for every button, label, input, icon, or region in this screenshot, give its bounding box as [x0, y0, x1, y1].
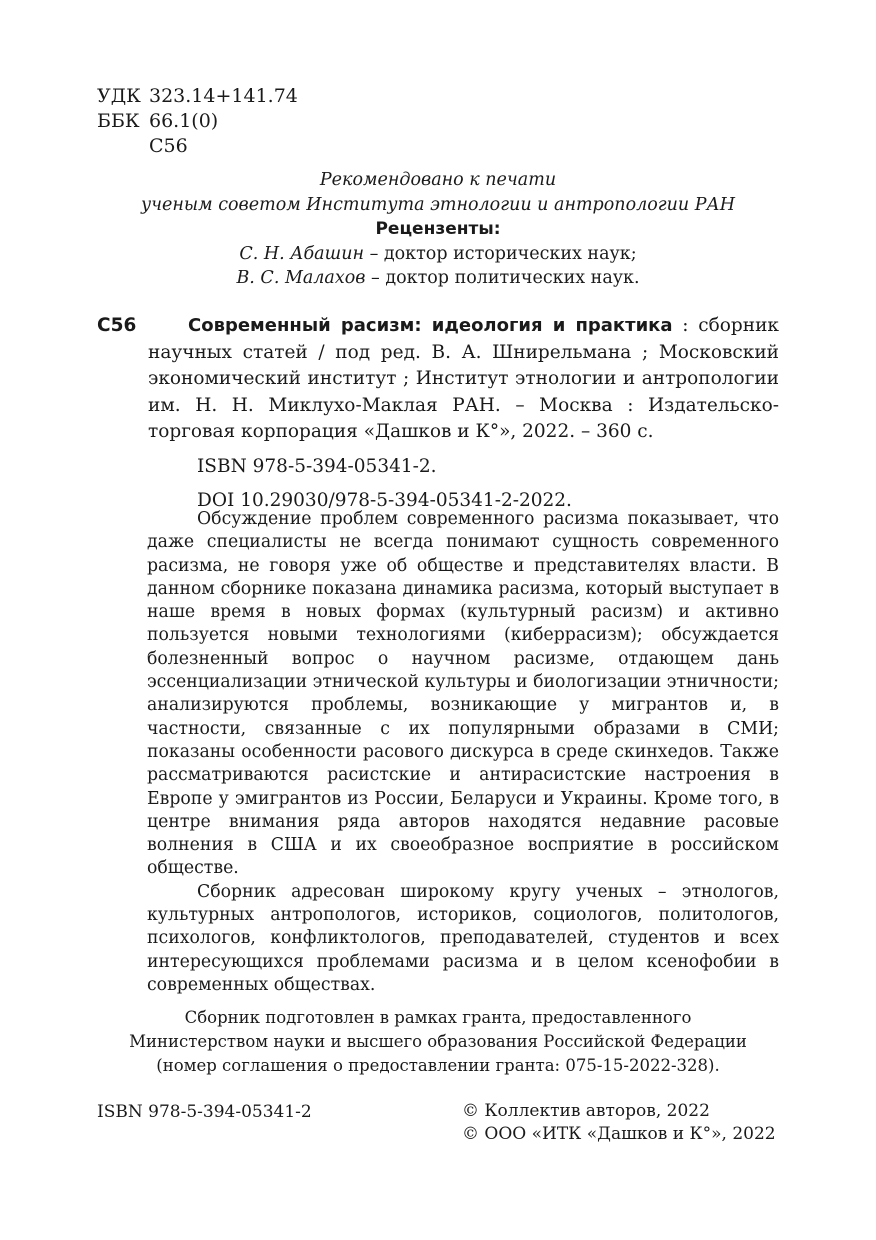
reviewer-1-role: – доктор исторических наук; — [364, 243, 637, 264]
udk-row — [97, 84, 298, 109]
copyright-block — [462, 1100, 776, 1146]
recommendation-block — [100, 168, 776, 291]
book-title: Современный расизм: идеология и практика — [188, 315, 673, 336]
bbk-label: ББК — [97, 110, 140, 132]
record-code: С56 — [97, 315, 137, 336]
bbk-row — [97, 109, 298, 134]
copyright-line-2: © ООО «ИТК «Дашков и К°», 2022 — [462, 1124, 776, 1144]
record-isbn: ISBN 978-5-394-05341-2. — [197, 455, 437, 477]
grant-note — [97, 1006, 779, 1078]
record-description — [148, 313, 779, 446]
reviewer-1-name: С. Н. Абашин — [239, 243, 364, 264]
record-details: : сборник научных статей / под ред. В. А. Шнирельмана ; Московский экономический институт ; Институт этнологии и антропологии им. Н. Н. Миклухо-Маклая РАН. – Москва : Издательско-торговая корпорация «Дашков и К°», 2022. – 360 с. — [148, 315, 779, 442]
reviewer-2-role: – доктор политических наук. — [365, 268, 640, 288]
recommendation-line-1: Рекомендовано к печати — [319, 170, 557, 190]
author-mark: С56 — [149, 135, 188, 157]
grant-line-3: (номер соглашения о предоставлении гранта: 075-15-2022-328). — [156, 1056, 720, 1075]
bbk-value: 66.1(0) — [149, 110, 219, 132]
grant-line-1: Сборник подготовлен в рамках гранта, предоставленного — [184, 1008, 692, 1027]
udk-value: 323.14+141.74 — [149, 85, 298, 107]
abstract-paragraph-1: Обсуждение проблем современного расизма показывает, что даже специалисты не всегда понимают сущность современного расизма, не говоря уже об обществе и представителях власти. В данном сборнике показана динамика расизма, который выступает в наше время в новых формах (культурный расизм) и активно пользуется новыми технологиями (киберрасизм); обсуждается болезненный вопрос о научном расизме, отдающем дань эссенциализации этнической культуры и биологизации этничности; анализируются проблемы, возникающие у мигрантов и, в частности, связанные с их популярными образами в СМИ; показаны особенности расового дискурса в среде скинхедов. Также рассматриваются расистские и антирасистские настроения в Европе у эмигрантов из России, Беларуси и Украины. Кроме того, в центре внимания ряда авторов находятся недавние расовые волнения в США и их своеобразное восприятие в российском обществе. — [147, 509, 779, 879]
bibliographic-record — [97, 313, 779, 515]
udk-label: УДК — [97, 85, 141, 107]
reviewer-2 — [100, 266, 776, 291]
abstract — [147, 508, 779, 997]
abstract-paragraph-2: Сборник адресован широкому кругу ученых – этнологов, культурных антропологов, историков, социологов, политологов, психологов, конфликтологов, преподавателей, студентов и всех интересующихся проблемами расизма и в целом ксенофобии в современных обществах. — [147, 881, 779, 995]
grant-line-2: Министерством науки и высшего образования Российской Федерации — [129, 1032, 747, 1051]
reviewers-title: Рецензенты: — [375, 219, 501, 239]
recommendation-line-2: ученым советом Института этнологии и антропологии РАН — [140, 194, 736, 215]
reviewer-1 — [100, 242, 776, 267]
record-doi: DOI 10.29030/978-5-394-05341-2-2022. — [197, 490, 572, 511]
footer-isbn: ISBN 978-5-394-05341-2 — [97, 1102, 312, 1122]
reviewer-2-name: В. С. Малахов — [236, 268, 366, 288]
classification-block — [97, 84, 298, 159]
author-mark-row — [97, 134, 298, 159]
copyright-line-1: © Коллектив авторов, 2022 — [462, 1101, 710, 1121]
